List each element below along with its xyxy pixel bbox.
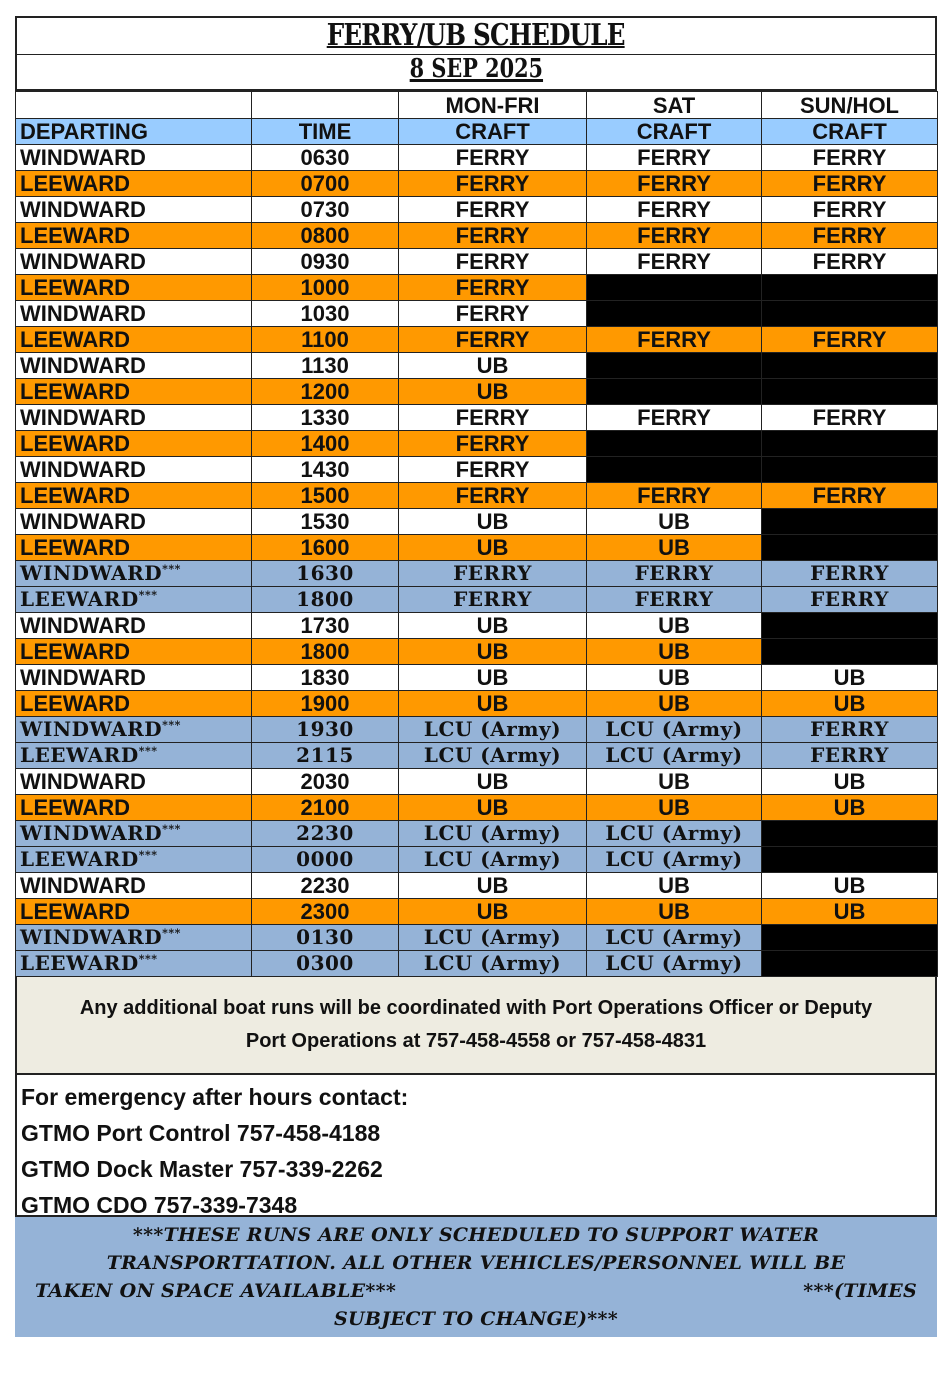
- departing-label: WINDWARD: [20, 405, 146, 430]
- craft-cell-sat: FERRY: [587, 561, 762, 587]
- departing-label: LEEWARD: [20, 691, 130, 716]
- craft-cell-sat: FERRY: [587, 197, 762, 223]
- departing-cell: [16, 275, 252, 301]
- schedule-sheet: [15, 16, 937, 1337]
- departing-cell: [16, 379, 252, 405]
- no-service-cell-sun-hol: [762, 821, 938, 847]
- craft-cell-mon-fri: FERRY: [399, 197, 587, 223]
- craft-cell-sat: FERRY: [587, 483, 762, 509]
- schedule-row: [16, 925, 938, 951]
- craft-cell-sun-hol: FERRY: [762, 405, 938, 431]
- departing-label: WINDWARD: [20, 353, 146, 378]
- craft-cell-sat: LCU (Army): [587, 717, 762, 743]
- departing-label: WINDWARD: [20, 925, 163, 949]
- craft-cell-sun-hol: UB: [762, 769, 938, 795]
- column-header-departing: DEPARTING: [16, 119, 252, 145]
- craft-cell-sun-hol: FERRY: [762, 249, 938, 275]
- day-header-sat: SAT: [587, 92, 762, 119]
- time-cell: 1400: [252, 431, 399, 457]
- schedule-row: [16, 197, 938, 223]
- time-cell: 2100: [252, 795, 399, 821]
- time-cell: 1430: [252, 457, 399, 483]
- schedule-row: [16, 509, 938, 535]
- departing-cell: [16, 353, 252, 379]
- time-cell: 0300: [252, 951, 399, 977]
- contact-cdo: GTMO CDO 757-339-7348: [21, 1192, 298, 1218]
- craft-cell-sat: UB: [587, 899, 762, 925]
- no-service-cell-sun-hol: [762, 301, 938, 327]
- craft-cell-sun-hol: FERRY: [762, 197, 938, 223]
- time-cell: 1800: [252, 587, 399, 613]
- craft-cell-sun-hol: FERRY: [762, 717, 938, 743]
- craft-cell-sat: UB: [587, 509, 762, 535]
- schedule-row: [16, 483, 938, 509]
- departing-label: LEEWARD: [20, 639, 130, 664]
- departing-label: LEEWARD: [20, 899, 130, 924]
- craft-cell-sat: LCU (Army): [587, 951, 762, 977]
- craft-cell-mon-fri: UB: [399, 665, 587, 691]
- craft-cell-mon-fri: UB: [399, 795, 587, 821]
- departing-label: WINDWARD: [20, 769, 146, 794]
- departing-cell: [16, 561, 252, 587]
- no-service-cell-sun-hol: [762, 639, 938, 665]
- column-header-craft-sat: CRAFT: [587, 119, 762, 145]
- craft-cell-sat: LCU (Army): [587, 847, 762, 873]
- craft-cell-mon-fri: FERRY: [399, 223, 587, 249]
- craft-cell-sat: UB: [587, 665, 762, 691]
- no-service-cell-sun-hol: [762, 925, 938, 951]
- departing-label: WINDWARD: [20, 821, 163, 845]
- departing-cell: [16, 925, 252, 951]
- craft-cell-sat: FERRY: [587, 145, 762, 171]
- craft-cell-sun-hol: FERRY: [762, 327, 938, 353]
- disclaimer-line: TRANSPORTTATION. ALL OTHER VEHICLES/PERSONNEL WILL BE: [106, 1252, 846, 1274]
- time-cell: 0700: [252, 171, 399, 197]
- no-service-cell-sun-hol: [762, 535, 938, 561]
- special-run-marker: ***: [162, 562, 181, 576]
- schedule-row: [16, 561, 938, 587]
- departing-cell: [16, 171, 252, 197]
- craft-cell-sat: UB: [587, 873, 762, 899]
- craft-cell-mon-fri: LCU (Army): [399, 743, 587, 769]
- departing-label: WINDWARD: [20, 249, 146, 274]
- notice-line: Port Operations at 757-458-4558 or 757-458-4831: [245, 1030, 707, 1052]
- time-cell: 1600: [252, 535, 399, 561]
- craft-cell-sun-hol: UB: [762, 899, 938, 925]
- time-cell: 1630: [252, 561, 399, 587]
- no-service-cell-sat: [587, 275, 762, 301]
- disclaimer-line: ***THESE RUNS ARE ONLY SCHEDULED TO SUPPORT WATER: [132, 1224, 820, 1246]
- departing-label: WINDWARD: [20, 301, 146, 326]
- schedule-row: [16, 691, 938, 717]
- departing-cell: [16, 587, 252, 613]
- departing-label: LEEWARD: [20, 951, 139, 975]
- craft-cell-sun-hol: FERRY: [762, 145, 938, 171]
- craft-cell-mon-fri: FERRY: [399, 301, 587, 327]
- departing-label: LEEWARD: [20, 795, 130, 820]
- day-header-row: [16, 92, 938, 119]
- column-header-craft-mon-fri: CRAFT: [399, 119, 587, 145]
- craft-cell-mon-fri: UB: [399, 899, 587, 925]
- craft-cell-mon-fri: UB: [399, 769, 587, 795]
- departing-label: WINDWARD: [20, 509, 146, 534]
- schedule-row: [16, 847, 938, 873]
- time-cell: 2230: [252, 873, 399, 899]
- schedule-row: [16, 821, 938, 847]
- departing-label: LEEWARD: [20, 483, 130, 508]
- schedule-row: [16, 275, 938, 301]
- craft-cell-sat: FERRY: [587, 327, 762, 353]
- craft-cell-mon-fri: UB: [399, 691, 587, 717]
- disclaimer-line: [35, 1277, 917, 1305]
- craft-cell-mon-fri: LCU (Army): [399, 925, 587, 951]
- departing-cell: [16, 535, 252, 561]
- column-header-craft-sun-hol: CRAFT: [762, 119, 938, 145]
- no-service-cell-sat: [587, 431, 762, 457]
- departing-label: WINDWARD: [20, 145, 146, 170]
- special-run-marker: ***: [138, 588, 158, 602]
- disclaimer-space-available: TAKEN ON SPACE AVAILABLE***: [35, 1280, 397, 1302]
- departing-cell: [16, 197, 252, 223]
- departing-cell: [16, 873, 252, 899]
- craft-cell-sat: FERRY: [587, 405, 762, 431]
- no-service-cell-sun-hol: [762, 275, 938, 301]
- departing-cell: [16, 457, 252, 483]
- schedule-row: [16, 431, 938, 457]
- schedule-row: [16, 535, 938, 561]
- craft-cell-mon-fri: UB: [399, 613, 587, 639]
- day-header-blank: [16, 92, 252, 119]
- no-service-cell-sun-hol: [762, 353, 938, 379]
- time-cell: 0000: [252, 847, 399, 873]
- time-cell: 1530: [252, 509, 399, 535]
- craft-cell-sun-hol: FERRY: [762, 483, 938, 509]
- craft-cell-sat: FERRY: [587, 587, 762, 613]
- schedule-row: [16, 353, 938, 379]
- time-cell: 0630: [252, 145, 399, 171]
- craft-cell-sat: UB: [587, 769, 762, 795]
- time-cell: 0130: [252, 925, 399, 951]
- craft-cell-mon-fri: FERRY: [399, 457, 587, 483]
- departing-cell: [16, 951, 252, 977]
- schedule-row: [16, 769, 938, 795]
- contact-dock-master: GTMO Dock Master 757-339-2262: [21, 1156, 383, 1182]
- day-header-sun-hol: SUN/HOL: [762, 92, 938, 119]
- departing-label: WINDWARD: [20, 457, 146, 482]
- departing-cell: [16, 301, 252, 327]
- no-service-cell-sun-hol: [762, 509, 938, 535]
- schedule-table: [15, 91, 938, 977]
- schedule-row: [16, 951, 938, 977]
- date-row: [15, 55, 937, 91]
- craft-cell-mon-fri: FERRY: [399, 561, 587, 587]
- craft-cell-mon-fri: FERRY: [399, 327, 587, 353]
- craft-cell-sat: UB: [587, 535, 762, 561]
- no-service-cell-sun-hol: [762, 457, 938, 483]
- schedule-row: [16, 743, 938, 769]
- time-cell: 1800: [252, 639, 399, 665]
- departing-cell: [16, 223, 252, 249]
- craft-cell-mon-fri: FERRY: [399, 249, 587, 275]
- craft-cell-sat: UB: [587, 613, 762, 639]
- departing-cell: [16, 717, 252, 743]
- craft-cell-sat: UB: [587, 795, 762, 821]
- schedule-row: [16, 587, 938, 613]
- no-service-cell-sat: [587, 457, 762, 483]
- additional-runs-notice: [15, 977, 937, 1075]
- departing-cell: [16, 249, 252, 275]
- time-cell: 1930: [252, 717, 399, 743]
- no-service-cell-sat: [587, 353, 762, 379]
- departing-cell: [16, 431, 252, 457]
- departing-label: WINDWARD: [20, 717, 163, 741]
- departing-cell: [16, 795, 252, 821]
- craft-cell-sat: FERRY: [587, 249, 762, 275]
- schedule-row: [16, 899, 938, 925]
- schedule-body: [16, 145, 938, 977]
- craft-cell-sun-hol: FERRY: [762, 223, 938, 249]
- time-cell: 2030: [252, 769, 399, 795]
- no-service-cell-sun-hol: [762, 379, 938, 405]
- departing-label: LEEWARD: [20, 327, 130, 352]
- schedule-row: [16, 405, 938, 431]
- no-service-cell-sat: [587, 301, 762, 327]
- craft-cell-sat: FERRY: [587, 171, 762, 197]
- disclaimer-box: [15, 1217, 937, 1337]
- departing-label: LEEWARD: [20, 535, 130, 560]
- craft-cell-sun-hol: FERRY: [762, 171, 938, 197]
- schedule-row: [16, 171, 938, 197]
- time-cell: 1730: [252, 613, 399, 639]
- departing-cell: [16, 613, 252, 639]
- time-cell: 0930: [252, 249, 399, 275]
- column-header-row: [16, 119, 938, 145]
- contact-port-control: GTMO Port Control 757-458-4188: [21, 1120, 381, 1146]
- disclaimer-times: ***(TIMES: [803, 1280, 917, 1302]
- departing-cell: [16, 899, 252, 925]
- departing-label: LEEWARD: [20, 587, 139, 611]
- craft-cell-mon-fri: UB: [399, 353, 587, 379]
- departing-label: WINDWARD: [20, 613, 146, 638]
- day-header-mon-fri: MON-FRI: [399, 92, 587, 119]
- special-run-marker: ***: [138, 848, 158, 862]
- craft-cell-mon-fri: UB: [399, 639, 587, 665]
- departing-label: LEEWARD: [20, 379, 130, 404]
- time-cell: 1900: [252, 691, 399, 717]
- time-cell: 1030: [252, 301, 399, 327]
- departing-label: LEEWARD: [20, 743, 139, 767]
- time-cell: 0800: [252, 223, 399, 249]
- departing-cell: [16, 769, 252, 795]
- page-title: FERRY/UB SCHEDULE: [327, 18, 625, 53]
- schedule-row: [16, 717, 938, 743]
- day-header-blank: [252, 92, 399, 119]
- special-run-marker: ***: [162, 926, 181, 940]
- schedule-row: [16, 665, 938, 691]
- craft-cell-mon-fri: UB: [399, 873, 587, 899]
- craft-cell-mon-fri: UB: [399, 535, 587, 561]
- special-run-marker: ***: [138, 744, 158, 758]
- time-cell: 1500: [252, 483, 399, 509]
- departing-cell: [16, 145, 252, 171]
- departing-label: LEEWARD: [20, 431, 130, 456]
- craft-cell-mon-fri: FERRY: [399, 587, 587, 613]
- craft-cell-mon-fri: LCU (Army): [399, 951, 587, 977]
- title-row: [15, 16, 937, 55]
- disclaimer-line: SUBJECT TO CHANGE)***: [334, 1308, 618, 1330]
- craft-cell-mon-fri: LCU (Army): [399, 847, 587, 873]
- departing-cell: [16, 821, 252, 847]
- time-cell: 1000: [252, 275, 399, 301]
- departing-label: LEEWARD: [20, 847, 139, 871]
- craft-cell-mon-fri: FERRY: [399, 405, 587, 431]
- craft-cell-mon-fri: LCU (Army): [399, 717, 587, 743]
- schedule-row: [16, 301, 938, 327]
- craft-cell-mon-fri: LCU (Army): [399, 821, 587, 847]
- departing-label: WINDWARD: [20, 561, 163, 585]
- special-run-marker: ***: [162, 822, 181, 836]
- time-cell: 2230: [252, 821, 399, 847]
- departing-cell: [16, 847, 252, 873]
- craft-cell-mon-fri: FERRY: [399, 145, 587, 171]
- departing-label: WINDWARD: [20, 873, 146, 898]
- departing-label: WINDWARD: [20, 665, 146, 690]
- emergency-heading: For emergency after hours contact:: [21, 1084, 409, 1110]
- no-service-cell-sat: [587, 379, 762, 405]
- craft-cell-sat: UB: [587, 691, 762, 717]
- schedule-row: [16, 327, 938, 353]
- time-cell: 2115: [252, 743, 399, 769]
- departing-cell: [16, 743, 252, 769]
- craft-cell-sat: LCU (Army): [587, 925, 762, 951]
- schedule-row: [16, 795, 938, 821]
- time-cell: 2300: [252, 899, 399, 925]
- no-service-cell-sun-hol: [762, 847, 938, 873]
- craft-cell-mon-fri: FERRY: [399, 171, 587, 197]
- time-cell: 1130: [252, 353, 399, 379]
- time-cell: 1100: [252, 327, 399, 353]
- departing-label: WINDWARD: [20, 197, 146, 222]
- craft-cell-sun-hol: UB: [762, 691, 938, 717]
- column-header-time: TIME: [252, 119, 399, 145]
- departing-cell: [16, 483, 252, 509]
- no-service-cell-sun-hol: [762, 613, 938, 639]
- craft-cell-mon-fri: UB: [399, 379, 587, 405]
- departing-cell: [16, 327, 252, 353]
- craft-cell-sat: FERRY: [587, 223, 762, 249]
- time-cell: 1200: [252, 379, 399, 405]
- schedule-row: [16, 639, 938, 665]
- time-cell: 1830: [252, 665, 399, 691]
- craft-cell-sat: LCU (Army): [587, 821, 762, 847]
- craft-cell-sun-hol: FERRY: [762, 587, 938, 613]
- craft-cell-mon-fri: FERRY: [399, 275, 587, 301]
- time-cell: 0730: [252, 197, 399, 223]
- departing-cell: [16, 691, 252, 717]
- departing-cell: [16, 665, 252, 691]
- craft-cell-mon-fri: FERRY: [399, 431, 587, 457]
- schedule-row: [16, 249, 938, 275]
- craft-cell-sun-hol: UB: [762, 665, 938, 691]
- craft-cell-sat: UB: [587, 639, 762, 665]
- emergency-contacts: [15, 1075, 937, 1217]
- craft-cell-sun-hol: UB: [762, 873, 938, 899]
- no-service-cell-sun-hol: [762, 431, 938, 457]
- departing-label: LEEWARD: [20, 223, 130, 248]
- special-run-marker: ***: [162, 718, 181, 732]
- schedule-row: [16, 223, 938, 249]
- departing-cell: [16, 509, 252, 535]
- departing-label: LEEWARD: [20, 171, 130, 196]
- special-run-marker: ***: [138, 952, 158, 966]
- no-service-cell-sun-hol: [762, 951, 938, 977]
- schedule-row: [16, 613, 938, 639]
- notice-line: Any additional boat runs will be coordinated with Port Operations Officer or Deputy: [79, 997, 873, 1019]
- schedule-row: [16, 873, 938, 899]
- schedule-row: [16, 457, 938, 483]
- time-cell: 1330: [252, 405, 399, 431]
- departing-cell: [16, 405, 252, 431]
- craft-cell-mon-fri: FERRY: [399, 483, 587, 509]
- schedule-row: [16, 379, 938, 405]
- craft-cell-sat: LCU (Army): [587, 743, 762, 769]
- departing-cell: [16, 639, 252, 665]
- craft-cell-sun-hol: FERRY: [762, 561, 938, 587]
- craft-cell-sun-hol: UB: [762, 795, 938, 821]
- schedule-row: [16, 145, 938, 171]
- departing-label: LEEWARD: [20, 275, 130, 300]
- schedule-date: 8 SEP 2025: [409, 54, 543, 84]
- craft-cell-sun-hol: FERRY: [762, 743, 938, 769]
- craft-cell-mon-fri: UB: [399, 509, 587, 535]
